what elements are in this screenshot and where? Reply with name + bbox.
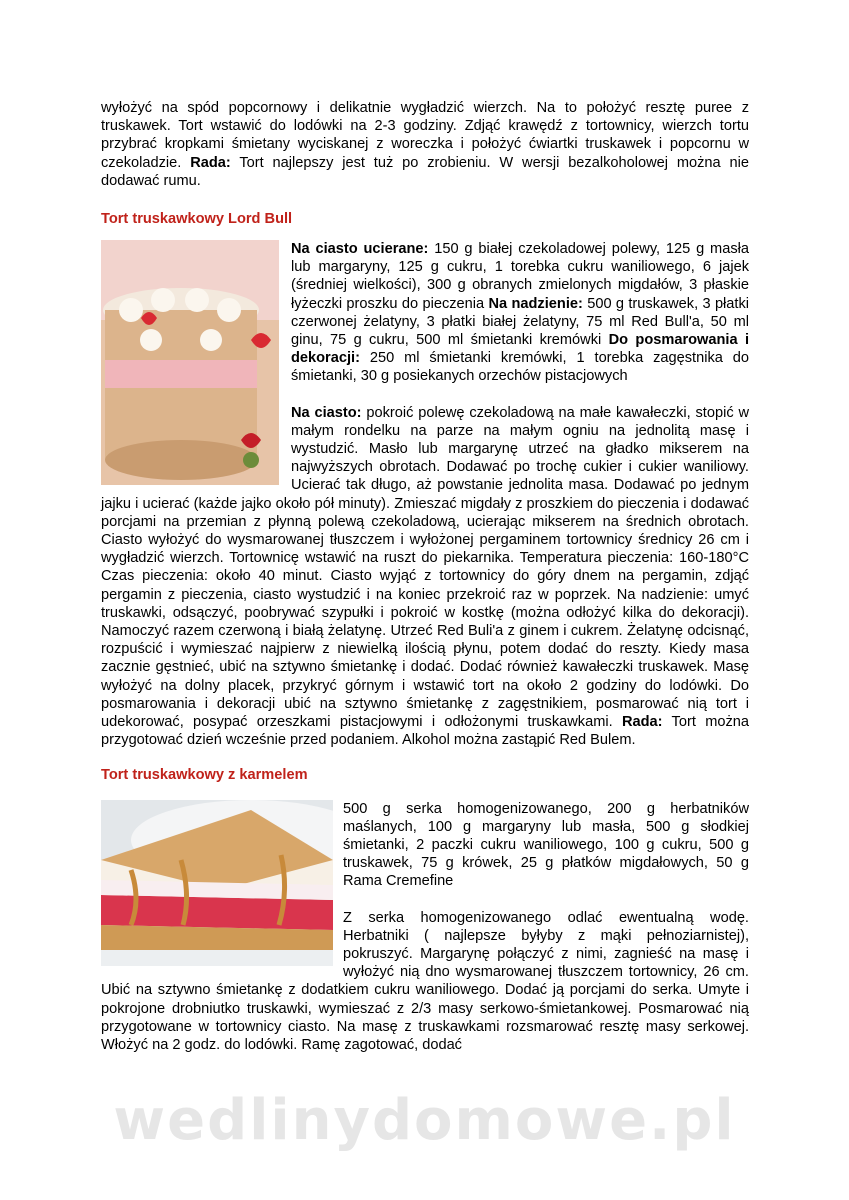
intro-paragraph <box>101 99 749 190</box>
recipe1-cake-photo <box>101 240 279 485</box>
dekoracja-text: 250 ml śmietanki kremówki, 1 torebka zagęstnika do śmietanki, 30 g posiekanych orzechów pistacjowych <box>291 350 749 385</box>
recipe1-rada-text: Tort można przygotować dzień wcześnie przed podaniem. Alkohol można zastąpić Red Bulem. <box>101 714 749 749</box>
nadzienie-label: Na nadzienie: <box>488 295 583 312</box>
recipe1-title: Tort truskawkowy Lord Bull <box>101 211 293 228</box>
ciasto-text: 150 g białej czekoladowej polewy, 125 g masła lub margaryny, 125 g cukru, 1 torebka cukru waniliowego, 6 jajek (średniej wielkości), 300 g obranych zmielonych migdałów, 3 płaskie łyżeczki proszku do pieczenia <box>291 241 749 312</box>
site-watermark: wedlinydomowe.pl <box>113 1088 736 1153</box>
intro-rada-label: Rada: <box>190 154 231 171</box>
method-label: Na ciasto: <box>291 404 362 421</box>
recipe2-title: Tort truskawkowy z karmelem <box>101 766 308 783</box>
recipe2-cake-photo <box>101 800 333 966</box>
nadzienie-text: 500 g truskawek, 3 płatki czerwonej żelatyny, 3 płatki białej żelatyny, 75 ml Red Bull'a, 50 ml ginu, 75 g cukru, 500 ml śmietanki kremówki <box>291 295 750 349</box>
document-page <box>101 99 749 1054</box>
dekoracja-label: Do posmarowania i dekoracji: <box>291 332 749 367</box>
intro-text: wyłożyć na spód popcornowy i delikatnie wygładzić wierzch. Na to położyć resztę puree z truskawek. Tort wstawić do lodówki na 2-3 godziny. Zdjąć krawędź z tortownicy, wierzch tortu przybrać kropkami śmietany wyciskanej z woreczka i położyć ćwiartki truskawek i popcornu w czekoladzie. <box>101 100 749 171</box>
method-text: pokroić polewę czekoladową na małe kawałeczki, stopić w małym rondelku na parze na małym ogniu na jednolitą masę i wystudzić. Masło lub margarynę utrzeć na gładko mikserem na najwyższych obrotach. Dodawać po trochę cukier i cukier waniliowy. Ucierać tak długo, aż powstanie jednolita masa. Dodawać po jednym jajku i ucierać (każde jajko około pół minuty). Zmieszać migdały z proszkiem do pieczenia i dodawać porcjami na przemian z płynną polewą czekoladową, ucierając mikserem na średnich obrotach. Ciasto wyłożyć do wysmarowanej tłuszczem i wyłożonej pergaminem tortownicy średnicy 26 cm i wygładzić wierzch. Tortownicę wstawić na ruszt do piekarnika. Temperatura pieczenia: 160-180°C Czas pieczenia: około 40 minut. Ciasto wyjąć z tortownicy do góry dnem na pergamin, zdjąć pergamin z pieczenia, ciasto wystudzić i na koniec przekroić raz w poprzek. Na nadzienie: umyć truskawki, odsączyć, poobrywać szypułki i pokroić w kostkę (można odłożyć kilka do dekoracji). Namoczyć razem czerwoną i białą żelatynę. Utrzeć Red Buli'a z ginem i cukrem. Żelatynę odcisnąć, rozpuścić i wymieszać najpierw z niewielką ilością płynu, potem dodać do reszty. Kiedy masa zacznie gęstnieć, ubić na sztywno śmietankę i dodać. Dodać również kawałeczki truskawek. Masę wyłożyć na dolny placek, przykryć górnym i wstawić tort na około 2 godziny do lodówki. Do posmarowania i dekoracji ubić na sztywno śmietankę z zagęstnikiem, posmarować nią tort i udekorować, posypać orzeszkami pistacjowymi i odłożonymi truskawkami. <box>101 404 749 731</box>
intro-rada-text: Tort najlepszy jest tuż po zrobieniu. W wersji bezalkoholowej można nie dodawać rumu. <box>101 154 749 189</box>
recipe2-ingredients: 500 g serka homogenizowanego, 200 g herbatników maślanych, 100 g margaryny lub masła, 500 g słodkiej śmietanki, 2 paczki cukru waniliowego, 100 g cukru, 500 g truskawek, 75 g krówek, 25 g płatków migdałowych, 50 g Rama Cremefine <box>343 800 749 890</box>
recipe2-method: Z serka homogenizowanego odlać ewentualną wodę. Herbatniki ( najlepsze byłyby z mąki pełnoziarnistej), pokruszyć. Margarynę połączyć z nimi, zagnieść na masę i wyłożyć nią dno wysmarowanej tłuszczem tortownicy, 26 cm. Ubić na sztywno śmietankę z dodatkiem cukru waniliowego. Dodać ją porcjami do serka. Umyte i pokrojone drobniutko truskawki, wymieszać z 2/3 masy serkowo-śmietankowej. Posmarować nią przygotowane w tortownicy ciasto. Na masę z truskawkami rozsmarować resztę masy serkowej. Włożyć na 2 godz. do lodówki. Ramę zagotować, dodać <box>101 909 749 1053</box>
recipe1-rada-label: Rada: <box>621 714 663 731</box>
ciasto-label: Na ciasto ucierane: <box>291 241 429 258</box>
